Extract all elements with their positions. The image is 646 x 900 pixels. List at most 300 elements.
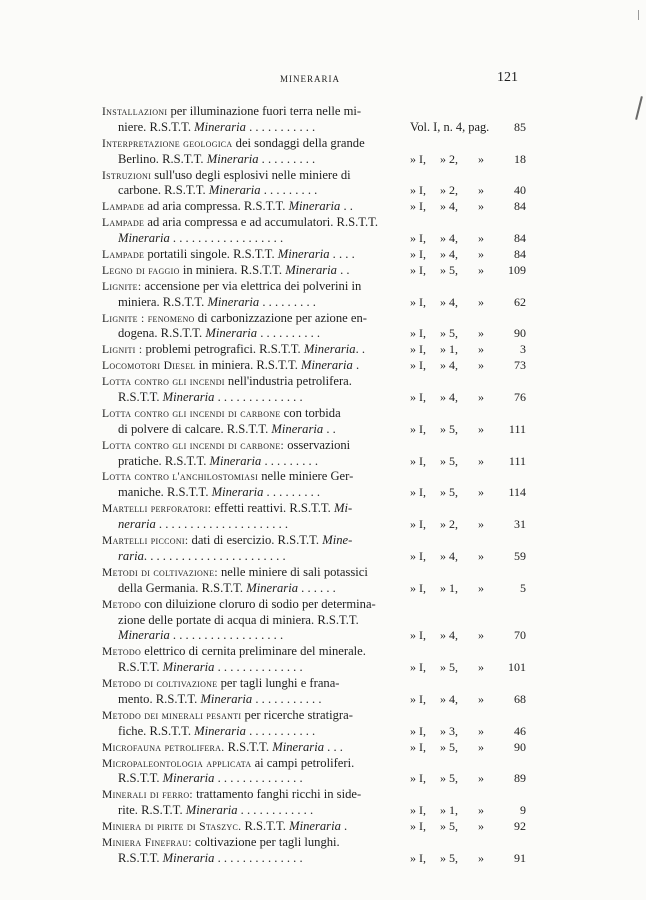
page-reference: 70 xyxy=(514,628,526,643)
volume-reference: » I, xyxy=(410,421,426,436)
journal-name: Mineraria xyxy=(205,326,258,341)
volume-reference: » I, xyxy=(410,326,426,341)
entry-line xyxy=(102,231,526,247)
ditto-mark: » xyxy=(478,358,484,373)
volume-reference: » I, xyxy=(410,819,426,834)
index-entry xyxy=(102,406,526,438)
entry-line xyxy=(102,597,526,613)
entry-topic: Legno di faggio xyxy=(102,263,180,277)
entry-text xyxy=(102,676,402,692)
leader-dots: . . . . xyxy=(329,247,355,262)
ditto-mark: » xyxy=(478,231,484,246)
index-entry xyxy=(102,136,526,168)
entry-text xyxy=(118,660,410,676)
journal-name: Mineraria xyxy=(118,231,170,246)
issue-reference: » 4, xyxy=(440,548,458,563)
entry-topic: Lotta contro gli incendi xyxy=(102,375,225,389)
entry-text xyxy=(118,454,410,470)
entry-line xyxy=(102,501,526,517)
index-entry xyxy=(102,247,526,263)
entry-line xyxy=(102,819,526,835)
page-reference: 85 xyxy=(514,119,526,134)
entry-description: Berlino. R.S.T.T. xyxy=(118,151,207,166)
entry-description: effetti reattivi. R.S.T.T. xyxy=(211,501,334,516)
volume-reference: » I, xyxy=(410,262,426,277)
entry-line xyxy=(102,199,526,215)
leader-dots: . . . . . . . . . . . . . . xyxy=(214,771,303,786)
entry-line xyxy=(102,581,526,597)
entry-line xyxy=(102,311,526,327)
entry-text xyxy=(118,803,410,819)
issue-reference: » 5, xyxy=(440,739,458,754)
entry-description: per tagli lunghi e frana- xyxy=(217,676,340,691)
ditto-mark: » xyxy=(478,517,484,532)
leader-dots: . . xyxy=(336,262,350,277)
page-reference: 62 xyxy=(514,294,526,309)
ditto-mark: » xyxy=(478,548,484,563)
entry-text xyxy=(118,390,410,406)
entry-line xyxy=(102,295,526,311)
volume-reference: » I, xyxy=(410,739,426,754)
entry-text xyxy=(102,644,402,660)
ditto-mark: » xyxy=(478,199,484,214)
entry-description: niere. R.S.T.T. xyxy=(118,119,195,134)
issue-reference: » 2, xyxy=(440,517,458,532)
entry-line xyxy=(102,533,526,549)
entry-description: nelle miniere Ger- xyxy=(258,469,354,484)
issue-reference: » 5, xyxy=(440,660,458,675)
entry-line xyxy=(102,613,526,629)
entry-description: portatili singole. R.S.T.T. xyxy=(144,247,278,262)
leader-dots: . . . . . . . . . xyxy=(258,151,316,166)
leader-dots: . . . xyxy=(324,739,343,754)
index-entry xyxy=(102,835,526,867)
entry-text xyxy=(118,422,410,438)
entry-line xyxy=(102,756,526,772)
page-reference: 73 xyxy=(514,358,526,373)
issue-reference: » 2, xyxy=(440,151,458,166)
entry-topic: Martelli perforatori: xyxy=(102,502,212,516)
entry-description: coltivazione per tagli lunghi. xyxy=(191,834,340,849)
entry-line xyxy=(102,851,526,867)
entry-description: pratiche. R.S.T.T. xyxy=(118,453,210,468)
journal-name: Mine- xyxy=(322,533,353,548)
entry-line xyxy=(102,342,526,358)
page-edge-mark xyxy=(638,10,639,20)
entry-description: dati di esercizio. R.S.T.T. xyxy=(188,533,323,548)
page-reference: 111 xyxy=(508,421,526,436)
index-entry xyxy=(102,740,526,756)
page-reference: 9 xyxy=(520,803,526,818)
page-reference: 76 xyxy=(514,390,526,405)
ditto-mark: » xyxy=(478,342,484,357)
entry-text xyxy=(102,263,402,279)
index-entry xyxy=(102,168,526,200)
entry-text xyxy=(118,517,410,533)
journal-name: Mineraria xyxy=(211,485,264,500)
ditto-mark: » xyxy=(478,803,484,818)
leader-dots: . . xyxy=(323,421,336,436)
entry-line xyxy=(102,644,526,660)
leader-dots: . . xyxy=(355,342,366,357)
entry-description: con torbida xyxy=(280,405,341,420)
entry-topic: Lotta contro gli incendi di carbone xyxy=(102,406,281,420)
entry-line xyxy=(102,454,526,470)
index-entry xyxy=(102,358,526,374)
entry-line xyxy=(102,152,526,168)
issue-reference: » 4, xyxy=(440,231,458,246)
entry-description: elettrico di cernita preliminare del minerale. xyxy=(141,644,366,659)
issue-reference: » 2, xyxy=(440,183,458,198)
entry-line xyxy=(102,168,526,184)
leader-dots: . . . . . . . . . xyxy=(263,485,321,500)
entry-text xyxy=(102,279,402,295)
entry-topic: Lampade xyxy=(102,200,145,214)
entry-description: con diluizione cloruro di sodio per determina- xyxy=(141,596,376,611)
ditto-mark: » xyxy=(478,294,484,309)
index-entry xyxy=(102,104,526,136)
journal-name: Mineraria xyxy=(272,739,325,754)
entry-line xyxy=(102,120,526,136)
page-reference: 46 xyxy=(514,723,526,738)
entry-description: R.S.T.T. xyxy=(224,739,273,754)
entry-description: ai campi petroliferi. xyxy=(251,755,355,770)
journal-name: raria xyxy=(118,548,144,563)
entry-text xyxy=(102,374,402,390)
entry-description: osservazioni xyxy=(284,437,351,452)
entry-description: accensione per via elettrica dei polverini in xyxy=(141,278,362,293)
leader-dots: . xyxy=(340,819,348,834)
entry-text xyxy=(118,231,410,247)
journal-name: Mineraria xyxy=(200,691,253,706)
volume-reference: » I, xyxy=(410,850,426,865)
issue-reference: » 4, xyxy=(440,390,458,405)
journal-name: Mineraria xyxy=(206,151,259,166)
issue-reference: » 5, xyxy=(440,819,458,834)
issue-reference: » 5, xyxy=(440,326,458,341)
ditto-mark: » xyxy=(478,390,484,405)
entry-topic: Microfauna petrolifera. xyxy=(102,740,225,754)
entry-description: trattamento fanghi ricchi in side- xyxy=(192,787,362,802)
entry-description: R.S.T.T. xyxy=(241,819,290,834)
leader-dots: . . . . . . . . . . xyxy=(257,326,321,341)
entry-line xyxy=(102,787,526,803)
entry-text xyxy=(102,835,402,851)
entry-text xyxy=(102,358,402,374)
journal-name: Mineraria xyxy=(185,803,238,818)
entry-topic: Ligniti : xyxy=(102,343,143,357)
entry-line xyxy=(102,517,526,533)
entry-text xyxy=(118,851,410,867)
entry-topic: Miniera di pirite di Staszyc. xyxy=(102,820,242,834)
page-reference: 59 xyxy=(514,548,526,563)
ditto-mark: » xyxy=(478,151,484,166)
volume-reference: » I, xyxy=(410,231,426,246)
ditto-mark: » xyxy=(478,485,484,500)
ditto-mark: » xyxy=(478,628,484,643)
entry-text xyxy=(118,326,410,342)
entry-topic: Installazioni xyxy=(102,105,168,118)
entry-text xyxy=(118,692,410,708)
entry-line xyxy=(102,835,526,851)
leader-dots: . . . . . . . . . . . . . . xyxy=(214,660,303,675)
page-reference: 114 xyxy=(508,485,526,500)
entry-text xyxy=(102,819,402,835)
volume-reference: » I, xyxy=(410,294,426,309)
index-entry xyxy=(102,644,526,676)
entry-text xyxy=(118,613,410,629)
entry-topic: Micropaleontologia applicata xyxy=(102,756,252,770)
entry-text xyxy=(118,485,410,501)
entry-description: in miniera. R.S.T.T. xyxy=(179,262,286,277)
entry-text xyxy=(102,708,402,724)
entry-description: mento. R.S.T.T. xyxy=(118,691,201,706)
volume-reference: » I, xyxy=(410,342,426,357)
ditto-mark: » xyxy=(478,771,484,786)
entry-text xyxy=(118,183,410,199)
leader-dots: . . . . . . . . . . . xyxy=(252,691,322,706)
volume-reference: Vol. I, n. 4, pag. xyxy=(410,119,490,134)
entry-text xyxy=(118,581,410,597)
entry-topic: Lampade xyxy=(102,216,145,230)
entry-description: R.S.T.T. xyxy=(118,390,163,405)
entry-text xyxy=(102,311,402,327)
index-entry xyxy=(102,311,526,343)
entry-description: carbone. R.S.T.T. xyxy=(118,183,209,198)
entry-description: R.S.T.T. xyxy=(118,771,163,786)
entry-topic: Lignite : fenomeno xyxy=(102,311,195,325)
entry-line xyxy=(102,422,526,438)
ditto-mark: » xyxy=(478,660,484,675)
ditto-mark: » xyxy=(478,421,484,436)
leader-dots: . . . . . . . . . xyxy=(261,453,318,468)
journal-name: Mineraria xyxy=(194,119,246,134)
issue-reference: » 4, xyxy=(440,247,458,262)
entry-description: della Germania. R.S.T.T. xyxy=(118,580,247,595)
journal-name: Mineraria xyxy=(162,390,215,405)
entry-description: R.S.T.T. xyxy=(118,660,163,675)
entry-description: rite. R.S.T.T. xyxy=(118,803,186,818)
entry-line xyxy=(102,215,526,231)
ditto-mark: » xyxy=(478,850,484,865)
journal-name: Mineraria xyxy=(194,723,246,738)
entry-description: dogena. R.S.T.T. xyxy=(118,326,206,341)
journal-name: Mineraria xyxy=(162,771,215,786)
entry-text xyxy=(102,247,402,263)
entry-text xyxy=(118,628,410,644)
journal-name: Mineraria xyxy=(303,342,356,357)
index-entry xyxy=(102,533,526,565)
volume-reference: » I, xyxy=(410,548,426,563)
entry-line xyxy=(102,374,526,390)
journal-name: neraria xyxy=(118,517,156,532)
entry-description: maniche. R.S.T.T. xyxy=(118,485,212,500)
index-entry xyxy=(102,708,526,740)
index-entry xyxy=(102,469,526,501)
page-reference: 84 xyxy=(514,247,526,262)
margin-pencil-mark xyxy=(635,96,643,120)
journal-name: Mineraria xyxy=(288,199,341,214)
journal-name: Mineraria xyxy=(207,294,260,309)
entry-line xyxy=(102,358,526,374)
leader-dots: . . . . . . . . . . . xyxy=(245,119,316,134)
volume-reference: » I, xyxy=(410,723,426,738)
index-entry xyxy=(102,819,526,835)
entry-text xyxy=(102,342,402,358)
volume-reference: » I, xyxy=(410,390,426,405)
issue-reference: » 5, xyxy=(440,262,458,277)
journal-name: Mineraria xyxy=(209,453,262,468)
page-header xyxy=(102,70,518,90)
issue-reference: » 4, xyxy=(440,358,458,373)
issue-reference: » 1, xyxy=(440,342,458,357)
index-entry xyxy=(102,676,526,708)
entry-topic: Metodo xyxy=(102,645,142,659)
entry-line xyxy=(102,628,526,644)
ditto-mark: » xyxy=(478,183,484,198)
leader-dots: . . . . . . . . . . . . . . . . . . . . . . . xyxy=(143,548,286,563)
entry-description: di carbonizzazione per azione en- xyxy=(194,310,367,325)
issue-reference: » 1, xyxy=(440,803,458,818)
ditto-mark: » xyxy=(478,453,484,468)
entry-description: fiche. R.S.T.T. xyxy=(118,723,195,738)
leader-dots: . . . . . . . . . xyxy=(260,183,318,198)
ditto-mark: » xyxy=(478,262,484,277)
volume-reference: » I, xyxy=(410,803,426,818)
entry-text xyxy=(102,168,402,184)
index-entry xyxy=(102,374,526,406)
entry-line xyxy=(102,771,526,787)
entry-line xyxy=(102,485,526,501)
entry-topic: Lampade xyxy=(102,248,145,262)
issue-reference: » 5, xyxy=(440,485,458,500)
entry-topic: Istruzioni xyxy=(102,168,152,182)
entry-description: per illuminazione fuori terra nelle mi- xyxy=(167,104,362,118)
page-reference: 90 xyxy=(514,326,526,341)
index-entry xyxy=(102,438,526,470)
index-entry xyxy=(102,501,526,533)
entry-text xyxy=(118,152,410,168)
page-reference: 90 xyxy=(514,739,526,754)
entry-line xyxy=(102,390,526,406)
page-reference: 31 xyxy=(514,517,526,532)
entry-line xyxy=(102,565,526,581)
journal-name: Mineraria xyxy=(162,850,215,865)
entry-description: R.S.T.T. xyxy=(118,850,163,865)
entry-topic: Metodo xyxy=(102,597,142,611)
entry-text xyxy=(118,771,410,787)
volume-reference: » I, xyxy=(410,199,426,214)
entry-topic: Minerali di ferro: xyxy=(102,788,193,802)
entry-line xyxy=(102,708,526,724)
page-reference: 92 xyxy=(514,819,526,834)
leader-dots: . . . . . . . . . . . . . . . . . . xyxy=(169,231,284,246)
ditto-mark: » xyxy=(478,723,484,738)
page-reference: 68 xyxy=(514,691,526,706)
entry-line xyxy=(102,724,526,740)
entry-text xyxy=(118,724,410,740)
index-entry xyxy=(102,215,526,247)
entry-line xyxy=(102,692,526,708)
entry-line xyxy=(102,104,526,120)
issue-reference: » 3, xyxy=(440,723,458,738)
journal-name: Mineraria xyxy=(301,358,353,373)
volume-reference: » I, xyxy=(410,628,426,643)
page-reference: 84 xyxy=(514,231,526,246)
journal-name: Mineraria xyxy=(289,819,341,834)
leader-dots: . . . . . . . . . . . . . . . . . . xyxy=(169,628,284,643)
leader-dots: . . . . . . . . . . . xyxy=(245,723,316,738)
entry-description: nell'industria petrolifera. xyxy=(224,374,352,389)
entry-topic: Lotta contro gli incendi di carbone: xyxy=(102,438,285,452)
journal-name: Mineraria xyxy=(271,421,324,436)
volume-reference: » I, xyxy=(410,580,426,595)
entry-description: nelle miniere di sali potassici xyxy=(217,564,368,579)
issue-reference: » 5, xyxy=(440,850,458,865)
entry-line xyxy=(102,803,526,819)
volume-reference: » I, xyxy=(410,517,426,532)
entry-line xyxy=(102,676,526,692)
entry-text xyxy=(102,565,402,581)
index-entry xyxy=(102,342,526,358)
journal-name: Mineraria xyxy=(118,628,170,643)
index-entry xyxy=(102,199,526,215)
leader-dots: . . . . . . xyxy=(298,580,336,595)
entry-line xyxy=(102,326,526,342)
issue-reference: » 5, xyxy=(440,421,458,436)
volume-reference: » I, xyxy=(410,771,426,786)
leader-dots: . . . . . . . . . . . . . . . . . . . . . xyxy=(155,517,289,532)
volume-reference: » I, xyxy=(410,247,426,262)
index-entry xyxy=(102,756,526,788)
leader-dots: . . . . . . . . . . . . . . xyxy=(214,850,303,865)
issue-reference: » 5, xyxy=(440,453,458,468)
ditto-mark: » xyxy=(478,247,484,262)
journal-name: Mineraria xyxy=(277,247,330,262)
entry-topic: Interpretazione geologica xyxy=(102,136,233,150)
volume-reference: » I, xyxy=(410,183,426,198)
entry-description: zione delle portate di acqua di miniera. R.S.T.T. xyxy=(118,612,359,627)
entry-text xyxy=(118,120,410,136)
entry-description: problemi petrografici. R.S.T.T. xyxy=(142,342,304,357)
running-title: MINERARIA xyxy=(280,74,340,84)
index-list xyxy=(102,104,526,867)
ditto-mark: » xyxy=(478,819,484,834)
index-entry xyxy=(102,787,526,819)
entry-line xyxy=(102,438,526,454)
entry-description: ad aria compressa. R.S.T.T. xyxy=(144,199,289,214)
volume-reference: » I, xyxy=(410,453,426,468)
journal-name: Mineraria xyxy=(162,660,215,675)
entry-text xyxy=(118,549,410,565)
entry-text xyxy=(102,501,402,517)
issue-reference: » 4, xyxy=(440,628,458,643)
entry-text xyxy=(102,215,402,231)
page-reference: 89 xyxy=(514,771,526,786)
entry-line xyxy=(102,263,526,279)
page-number: 121 xyxy=(497,70,518,85)
page-reference: 5 xyxy=(520,580,526,595)
entry-text xyxy=(102,104,402,120)
leader-dots: . xyxy=(352,358,360,373)
page-reference: 40 xyxy=(514,183,526,198)
entry-line xyxy=(102,279,526,295)
entry-topic: Metodo di coltivazione xyxy=(102,677,218,691)
entry-topic: Miniera Finefrau: xyxy=(102,835,192,849)
entry-description: per ricerche stratigra- xyxy=(241,707,353,722)
issue-reference: » 4, xyxy=(440,294,458,309)
entry-description: dei sondaggi della grande xyxy=(232,135,365,150)
